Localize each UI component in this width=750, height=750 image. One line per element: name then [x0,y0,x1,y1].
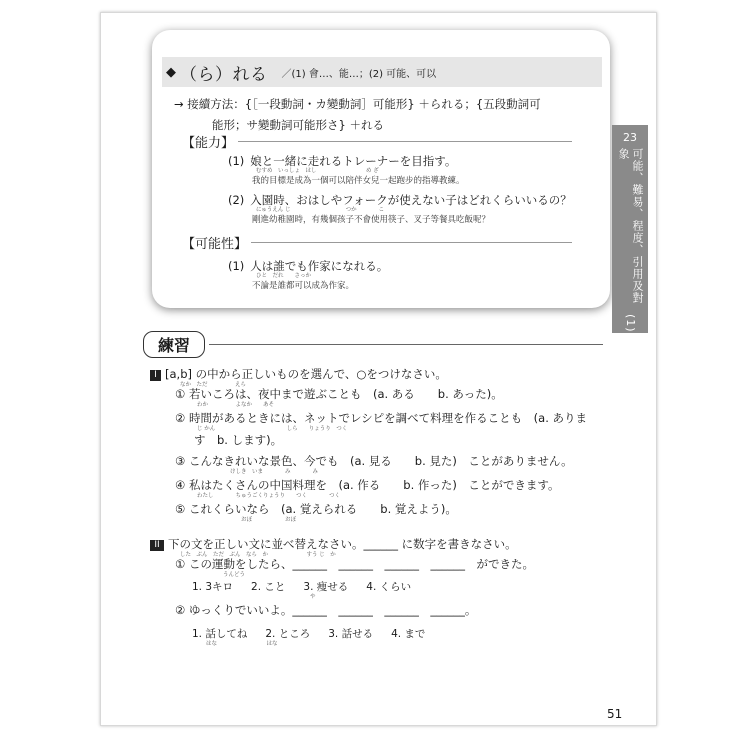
item-text: この運動をしたら、______ ______ ______ ______ ができた。 [188,557,534,571]
connection-line-1: → 接續方法：{［一段動詞・カ變動詞］可能形} ＋られる；{五段動詞可 [174,97,541,111]
q2-item-2 [175,603,605,618]
item-text: これくらいなら (a. 覚えられる b. 覚えよう)。 [188,502,457,516]
divider [251,242,572,243]
q1-item-1 [175,387,605,409]
section-ability [182,132,572,151]
example-zh: 剛進幼稚園時，有幾個孩子不會使用筷子、叉子等餐具吃飯呢？ [252,215,491,225]
option: 3. 話せる [328,628,374,640]
divider [209,344,603,345]
item-number: ① [175,557,186,571]
chapter-title: 可能、難易、程度、引用及對象 [617,148,644,304]
item-number: ④ [175,478,186,492]
q1-item-2 [175,411,605,448]
item-number: ⑤ [175,502,186,516]
question-2-instruction [150,536,610,559]
options-ruby: や [244,594,316,600]
q1-item-4 [175,478,605,500]
q2-item-1 [175,557,605,579]
grammar-pattern: （ら）れる [180,64,268,85]
item-text: こんなきれいな景色、今でも (a. 見る b. 見た) ことがありません。 [188,454,573,468]
q1-item-5 [175,502,605,524]
option: 3. 痩せる [303,581,349,593]
example-zh: 我的目標是成為一個可以陪伴女兒一起跑步的指導教練。 [252,176,465,186]
options-ruby: はな はな [206,641,278,647]
option: 4. くらい [366,581,412,593]
example-ability-1 [228,154,598,187]
section-possibility [182,233,572,252]
diamond-icon: ◆ [166,64,176,80]
item-ruby: わたし ちゅうごくりょうり つく つく [197,493,341,499]
page-number: 51 [607,707,623,721]
question-1-instruction [150,366,610,389]
chapter-side-tab [612,125,648,333]
option: 2. こと [251,581,286,593]
item-text: 若いころは、夜中まで遊ぶことも (a. ある b. あった)。 [188,387,503,401]
option: 2. ところ [265,628,311,640]
instruction-text: 下の文を正しい文に並べ替えなさい。______ に数字を書きなさい。 [168,537,517,551]
item-ruby: うんどう [223,572,246,578]
example-zh: 不論是誰都可以成為作家。 [252,281,355,291]
item-ruby: じ かん しら りょうり つく [197,426,348,432]
item-number: ① [175,387,186,401]
instruction-text: [a,b] の中から正しいものを選んで、○をつけなさい。 [165,367,447,381]
instruction-ruby: なか ただ えら [180,382,247,388]
question-number-badge: I [150,370,161,381]
example-ruby: にゅうえん じ つか こ [256,207,385,213]
example-number: (2) [228,193,245,207]
example-ruby: むすめ いっしょ はし め ざ [256,168,379,174]
example-possibility-1 [228,259,598,292]
example-ruby: ひと だれ さっか [256,273,312,279]
grammar-meaning: ／(1) 會…、能…；(2) 可能、可以 [281,68,437,80]
item-text: ゆっくりでいいよ。______ ______ ______ ______。 [188,603,477,617]
item-number: ② [175,603,186,617]
item-text: 私はたくさんの中国料理を (a. 作る b. 作った) ことができます。 [188,478,560,492]
example-ability-2 [228,193,598,226]
item-ruby: わか よなか あそ [197,402,275,408]
example-jp: 人は誰でも作家になれる。 [250,259,389,273]
instruction-ruby: した ぶん ただ ぶん なら か すう じ か [180,552,336,558]
divider [238,141,572,142]
practice-title: 練習 [143,331,205,358]
example-number: (1) [228,154,245,168]
chapter-part: (1) [624,314,637,333]
connection-line-2: 能形；サ變動詞可能形さ} ＋れる [212,118,384,132]
section-title: 【可能性】 [182,237,248,252]
connection-rule [174,94,594,136]
question-number-badge: II [150,540,164,551]
practice-header [143,331,603,358]
example-jp: 娘と一緒に走れるトレーナーを目指す。 [250,154,457,168]
item-ruby: けしき いま み み [197,469,319,475]
chapter-number: 23 [623,131,637,144]
item-text: 時間があるときには、ネットでレシピを調べて料理を作ることも (a. ありま [188,411,588,425]
grammar-card [152,30,610,308]
option: 1. 3キロ [192,581,234,593]
example-number: (1) [228,259,245,273]
example-jp: 入園時、おはしやフォークが使えない子はどれくらいいるの？ [250,193,572,207]
q1-item-3 [175,454,605,476]
option: 4. まで [391,628,426,640]
grammar-header [162,57,602,87]
item-text-continued: す b. します)。 [194,433,283,447]
item-ruby: おぼ おぼ [197,517,297,523]
item-number: ② [175,411,186,425]
section-title: 【能力】 [182,136,235,151]
item-number: ③ [175,454,186,468]
option: 1. 話してね [192,628,248,640]
